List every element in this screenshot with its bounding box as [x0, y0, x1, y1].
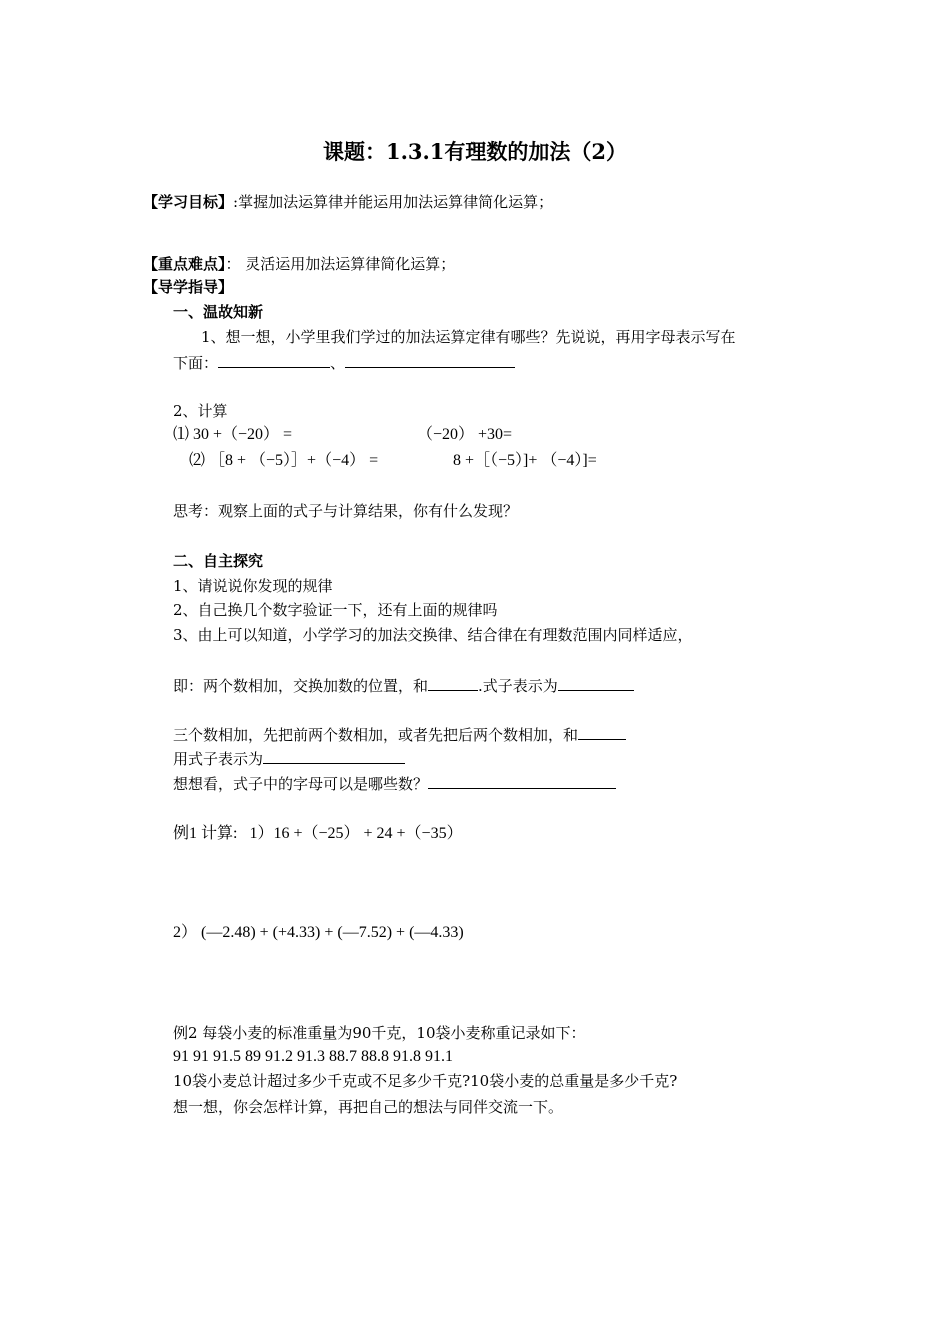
question1-line2	[173, 353, 515, 373]
example2-weights: 91 91 91.5 89 91.2 91.3 88.7 88.8 91.8 91.1	[173, 1048, 453, 1065]
key-points-text: ： 灵活运用加法运算律简化运算；	[225, 255, 456, 273]
question1-line1: 1、想一想，小学里我们学过的加法运算定律有哪些？先说说，再用字母表示写在	[201, 328, 736, 346]
section2-heading: 二、自主探究	[173, 552, 264, 570]
question1-separator: 、	[330, 354, 346, 372]
page-title: 课题：1.3.1有理数的加法（2）	[322, 139, 628, 164]
question2-2-left: ⑵ ［8 + （−5）］+（−4） =	[189, 452, 379, 469]
example1-line	[173, 824, 463, 844]
associative-formula-prefix: 用式子表示为	[173, 750, 264, 768]
associative-formula-line	[173, 749, 405, 769]
answer-blank[interactable]	[558, 676, 634, 691]
example2-line3: 10袋小麦总计超过多少千克或不足多少千克?10袋小麦的总重量是多少千克?	[173, 1072, 678, 1090]
question2-2-right: 8 +［（−5）]+ （−4）]=	[453, 452, 597, 469]
commutative-prefix: 即：两个数相加，交换加数的位置，和	[173, 677, 429, 695]
answer-blank[interactable]	[345, 353, 515, 368]
answer-blank[interactable]	[428, 774, 616, 789]
question2-1-right: （−20） +30=	[417, 426, 513, 443]
answer-blank[interactable]	[263, 749, 405, 764]
example1-part2: 2） (—2.48) + (+4.33) + (—7.52) + (—4.33)	[173, 924, 464, 941]
answer-blank[interactable]	[218, 353, 330, 368]
key-points-label: 【重点难点】	[143, 255, 226, 273]
associative-law-line	[173, 725, 626, 745]
example2-line1: 例2 每袋小麦的标准重量为90千克，10袋小麦称重记录如下：	[173, 1024, 586, 1042]
think-question: 思考：观察上面的式子与计算结果，你有什么发现？	[173, 502, 519, 520]
objective-text: :掌握加法运算律并能运用加法运算律简化运算；	[233, 193, 554, 211]
example1-label: 例1 计算:	[173, 825, 238, 842]
key-points	[143, 254, 455, 274]
question2-1-left: ⑴ 30 +（−20） =	[173, 426, 293, 443]
answer-blank[interactable]	[428, 676, 478, 691]
section2-item1: 1、请说说你发现的规律	[173, 577, 333, 595]
example2-line4: 想一想，你会怎样计算，再把自己的想法与同伴交流一下。	[173, 1098, 564, 1116]
commutative-law-line	[173, 676, 634, 696]
objective-label: 【学习目标】	[143, 193, 234, 211]
question2-heading: 2、计算	[173, 402, 228, 420]
section2-item2: 2、自己换几个数字验证一下，还有上面的规律吗	[173, 601, 498, 619]
question1-prefix: 下面：	[173, 354, 219, 372]
commutative-mid: .式子表示为	[478, 677, 558, 695]
learning-objective	[143, 192, 553, 212]
associative-prefix: 三个数相加，先把前两个数相加，或者先把后两个数相加，和	[173, 726, 579, 744]
section1-heading: 一、温故知新	[173, 303, 264, 321]
example1-part1: 1）16 +（−25） + 24 +（−35）	[249, 825, 463, 842]
letters-question: 想想看，式子中的字母可以是哪些数？	[173, 775, 429, 793]
answer-blank[interactable]	[578, 725, 626, 740]
guide-label: 【导学指导】	[143, 278, 234, 296]
section2-item3: 3、由上可以知道，小学学习的加法交换律、结合律在有理数范围内同样适应，	[173, 626, 693, 644]
letters-question-line	[173, 774, 616, 794]
